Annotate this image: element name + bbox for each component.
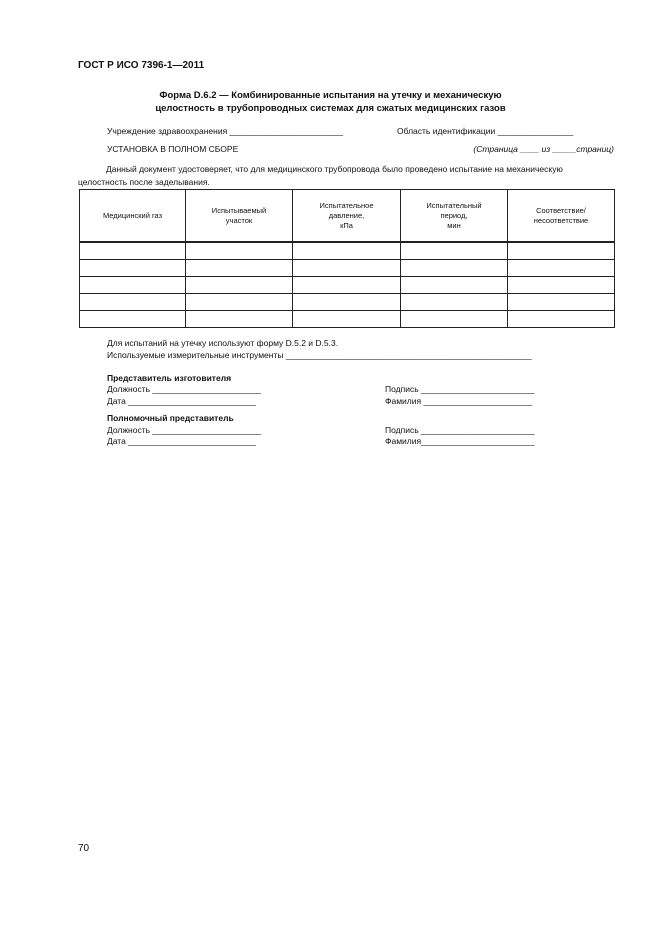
leak-test-note: Для испытаний на утечку используют форму D.5.2 и D.5.3.: [107, 338, 339, 348]
header-test-pressure: Испытательное давление, кПа: [293, 190, 401, 243]
table-row: [80, 294, 615, 311]
standard-code: ГОСТ Р ИСО 7396-1—2011: [78, 60, 205, 71]
authorized-position-field: Должность _______________________: [107, 425, 262, 435]
authorized-date-field: Дата ___________________________: [107, 436, 256, 446]
header-test-section: Испытываемый участок: [186, 190, 293, 243]
installation-label: УСТАНОВКА В ПОЛНОМ СБОРЕ: [107, 144, 239, 154]
manufacturer-signature-field: Подпись ________________________: [385, 384, 535, 394]
table-cell[interactable]: [508, 294, 615, 311]
header-compliance: Соответствие/ несоответствие: [508, 190, 615, 243]
form-title-line2: целостность в трубопроводных системах для сжатых медицинских газов: [155, 103, 506, 114]
header-medical-gas: Медицинский газ: [80, 190, 186, 243]
test-results-table: [79, 189, 615, 328]
table-cell[interactable]: [186, 260, 293, 277]
table-cell[interactable]: [401, 294, 508, 311]
table-cell[interactable]: [186, 277, 293, 294]
table-cell[interactable]: [508, 260, 615, 277]
table-cell[interactable]: [508, 311, 615, 328]
form-title-line1: Форма D.6.2 — Комбинированные испытания на утечку и механическую: [159, 90, 502, 101]
page-number: 70: [78, 843, 90, 854]
table-row: [80, 277, 615, 294]
manufacturer-position-field: Должность _______________________: [107, 384, 262, 394]
table-cell[interactable]: [186, 311, 293, 328]
table-header-row: [80, 190, 615, 243]
table-cell[interactable]: [293, 242, 401, 260]
table-cell[interactable]: [401, 260, 508, 277]
table-cell[interactable]: [80, 311, 186, 328]
manufacturer-date-field: Дата ___________________________: [107, 396, 256, 406]
table-cell[interactable]: [186, 242, 293, 260]
institution-field: Учреждение здравоохранения ________________________: [107, 126, 343, 136]
manufacturer-surname-field: Фамилия _______________________: [385, 396, 533, 406]
table-cell[interactable]: [401, 277, 508, 294]
table-cell[interactable]: [508, 277, 615, 294]
table-cell[interactable]: [401, 311, 508, 328]
authorized-signature-field: Подпись ________________________: [385, 425, 535, 435]
table-cell[interactable]: [293, 277, 401, 294]
table-cell[interactable]: [80, 242, 186, 260]
authorized-surname-field: Фамилия________________________: [385, 436, 535, 446]
table-cell[interactable]: [186, 294, 293, 311]
certificate-text: Данный документ удостоверяет, что для медицинского трубопровода было проведено испытание на механическую целостность после заделывания.: [78, 164, 563, 187]
table-cell[interactable]: [80, 260, 186, 277]
table-row: [80, 260, 615, 277]
identification-area-field: Область идентификации ________________: [397, 126, 574, 136]
table-row: [80, 242, 615, 260]
header-test-period: Испытательный период, мин: [401, 190, 508, 243]
table-cell[interactable]: [401, 242, 508, 260]
table-cell[interactable]: [293, 294, 401, 311]
table-cell[interactable]: [80, 277, 186, 294]
table-cell[interactable]: [80, 294, 186, 311]
manufacturer-heading: Представитель изготовителя: [107, 373, 232, 383]
table-cell[interactable]: [293, 311, 401, 328]
table-row: [80, 311, 615, 328]
table-cell[interactable]: [293, 260, 401, 277]
authorized-heading: Полномочный представитель: [107, 413, 234, 423]
instruments-field: Используемые измерительные инструменты ____________________________________________________: [107, 350, 532, 360]
table-cell[interactable]: [508, 242, 615, 260]
page-of-field: (Страница ____ из _____страниц): [473, 144, 614, 154]
